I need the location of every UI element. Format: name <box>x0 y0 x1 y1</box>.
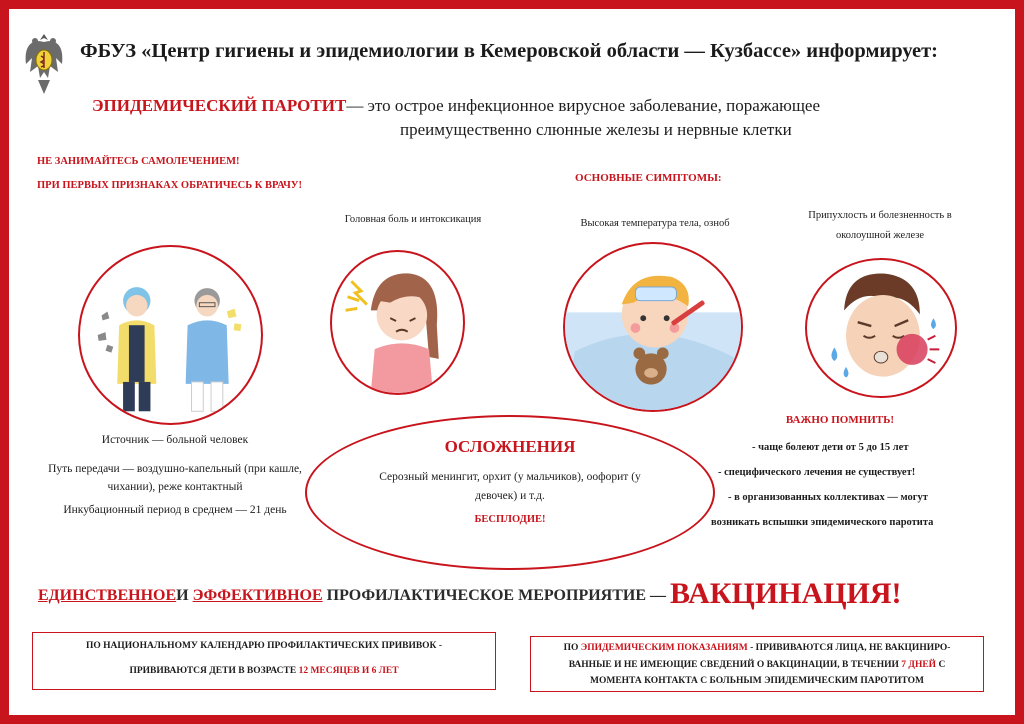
definition-line-1 <box>92 96 820 116</box>
epidemic-line-1 <box>531 640 983 657</box>
definition-text-1: — это острое инфекционное вирусное заболевание, поражающее <box>346 96 820 115</box>
slogan-and: И <box>176 587 189 604</box>
epidemic-d: ВАННЫЕ И НЕ ИМЕЮЩИЕ СВЕДЕНИЙ О ВАКЦИНАЦИИ, В ТЕЧЕНИИ <box>568 659 899 670</box>
epidemic-indications: ЭПИДЕМИЧЕСКИМ ПОКАЗАНИЯМ <box>580 643 748 653</box>
illustration-coughing-people <box>78 245 263 425</box>
epidemic-days: 7 ДНЕЙ <box>901 659 937 670</box>
calendar-line-2 <box>33 662 495 680</box>
slogan-effective: ЭФФЕКТИВНОЕ <box>192 587 323 604</box>
slogan-middle: ПРОФИЛАКТИЧЕСКОЕ МЕРОПРИЯТИЕ — <box>326 587 666 604</box>
calendar-line-1: ПО НАЦИОНАЛЬНОМУ КАЛЕНДАРЮ ПРОФИЛАКТИЧЕСКИХ ПРИВИВОК - <box>86 641 442 651</box>
symptom-label-swelling: Припухлость и болезненность в околоушной железе <box>808 210 952 241</box>
calendar-line-2-text: ПРИВИВАЮТСЯ ДЕТИ В ВОЗРАСТЕ <box>129 666 297 676</box>
illustration-fever <box>563 242 743 412</box>
remember-item: - чаще болеют дети от 5 до 15 лет <box>752 442 909 453</box>
epidemic-indications-box <box>530 636 984 692</box>
slogan-only: ЕДИНСТВЕННОЕ <box>38 587 177 604</box>
complications-text: Серозный менингит, орхит (у мальчиков), оофорит (у девочек) и т.д. <box>379 471 641 502</box>
page-title: ФБУЗ «Центр гигиены и эпидемиологии в Кемеровской области — Кузбассе» информирует: <box>80 40 938 62</box>
infertility-warning: БЕСПЛОДИЕ! <box>474 514 546 525</box>
epidemic-c: - ПРИВИВАЮТСЯ ЛИЦА, НЕ ВАКЦИНИРО- <box>750 643 951 653</box>
source-text: Источник — больной человек <box>101 434 249 446</box>
symptoms-title: ОСНОВНЫЕ СИМПТОМЫ: <box>575 172 722 184</box>
emblem-logo <box>20 28 68 96</box>
incubation-text: Инкубационный период в среднем — 21 день <box>63 504 287 516</box>
remember-item: - в организованных коллективах — могут <box>728 492 928 503</box>
vaccination-slogan <box>38 577 902 611</box>
illustration-headache <box>330 250 465 395</box>
calendar-box <box>32 632 496 690</box>
transmission-route-text: Путь передачи — воздушно-капельный (при кашле, чихании), реже контактный <box>48 463 302 493</box>
epidemic-f: С <box>938 659 946 670</box>
warning-self-treatment: НЕ ЗАНИМАЙТЕСЬ САМОЛЕЧЕНИЕМ! <box>37 156 240 167</box>
epidemic-a: ПО <box>563 643 579 653</box>
warning-see-doctor: ПРИ ПЕРВЫХ ПРИЗНАКАХ ОБРАТИЧЕСЬ К ВРАЧУ! <box>37 180 303 191</box>
illustration-swelling <box>805 258 957 398</box>
symptom-label-fever: Высокая температура тела, озноб <box>580 218 730 229</box>
complications-title: ОСЛОЖНЕНИЯ <box>444 437 576 456</box>
remember-title: ВАЖНО ПОМНИТЬ! <box>785 414 895 426</box>
calendar-ages: 12 МЕСЯЦЕВ И 6 ЛЕТ <box>298 666 399 676</box>
epidemic-line-3: МОМЕНТА КОНТАКТА С БОЛЬНЫМ ЭПИДЕМИЧЕСКИМ ПАРОТИТОМ <box>590 676 924 686</box>
remember-item: - специфического лечения не существует! <box>718 467 916 478</box>
disease-term: ЭПИДЕМИЧЕСКИЙ ПАРОТИТ <box>92 96 347 115</box>
slogan-vaccination: ВАКЦИНАЦИЯ! <box>670 577 902 610</box>
symptom-label-headache: Головная боль и интоксикация <box>344 214 482 225</box>
definition-line-2: преимущественно слюнные железы и нервные клетки <box>400 120 792 139</box>
epidemic-line-2 <box>531 657 983 674</box>
remember-item: возникать вспышки эпидемического паротита <box>711 517 934 528</box>
